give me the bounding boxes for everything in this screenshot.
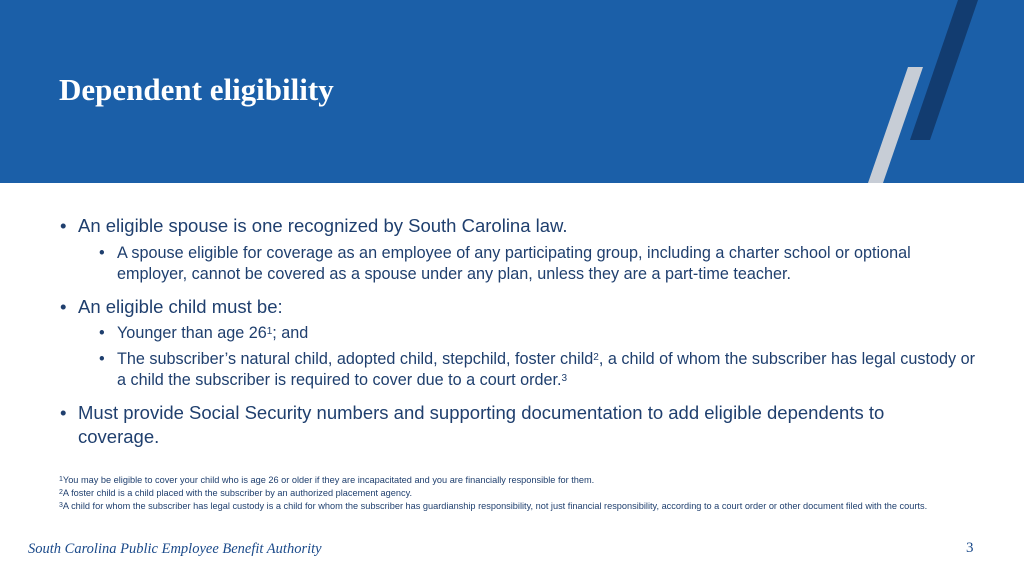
bullet-spouse-text: An eligible spouse is one recognized by South Carolina law. bbox=[78, 215, 568, 236]
sub-bullet-spouse-coverage-text: A spouse eligible for coverage as an employee of any participating group, including a charter school or optional employer, cannot be covered as a spouse under any plan, unless they are a part-time teacher. bbox=[117, 244, 911, 283]
page-title: Dependent eligibility bbox=[59, 72, 334, 107]
footnote-1-number: 1 bbox=[59, 476, 63, 483]
bullet-spouse bbox=[60, 214, 960, 238]
footnote-3-text: A child for whom the subscriber has legal custody is a child for whom the subscriber has guardianship responsibility, not just financial responsibility, according to a court order or other document filed with the courts. bbox=[62, 501, 928, 511]
footnote-ref-1: 1 bbox=[266, 326, 273, 337]
footnote-2-number: 2 bbox=[59, 489, 63, 496]
footnote-1 bbox=[59, 474, 969, 487]
footnote-3-number: 3 bbox=[59, 502, 63, 509]
footnotes bbox=[59, 474, 969, 513]
bullet-child bbox=[60, 295, 960, 319]
footnote-ref-3: 3 bbox=[561, 373, 568, 384]
footnote-ref-2: 2 bbox=[593, 352, 599, 363]
light-slash bbox=[868, 67, 923, 183]
footnote-2 bbox=[59, 487, 969, 500]
sub-bullet-child-relation-tail: , a child of whom the subscriber has legal custody or a child the subscriber is required to cover due to a court order. bbox=[117, 350, 975, 389]
sub-bullet-child-relation bbox=[99, 349, 979, 391]
footnote-3 bbox=[59, 500, 969, 513]
footer-organization: South Carolina Public Employee Benefit Authority bbox=[28, 541, 322, 557]
sub-bullet-child-age-text: Younger than age 26 bbox=[117, 324, 267, 342]
bullet-ssn bbox=[60, 401, 960, 449]
bullet-ssn-text: Must provide Social Security numbers and supporting documentation to add eligible dependents to coverage. bbox=[78, 402, 885, 447]
footnote-1-text: You may be eligible to cover your child who is age 26 or older if they are incapacitated and you are financially responsible for them. bbox=[62, 475, 595, 485]
decorative-slashes-icon bbox=[860, 0, 1024, 183]
sub-bullet-spouse-coverage bbox=[99, 243, 929, 285]
sub-bullet-child-age bbox=[99, 323, 979, 344]
sub-bullet-child-relation-text: The subscriber’s natural child, adopted child, stepchild, foster child bbox=[117, 350, 594, 368]
page-number: 3 bbox=[966, 540, 974, 556]
sub-bullet-child-age-tail: ; and bbox=[272, 324, 309, 342]
footnote-2-text: A foster child is a child placed with the subscriber by an authorized placement agency. bbox=[62, 488, 413, 498]
bullet-child-text: An eligible child must be: bbox=[78, 296, 283, 317]
header-band bbox=[0, 0, 1024, 183]
